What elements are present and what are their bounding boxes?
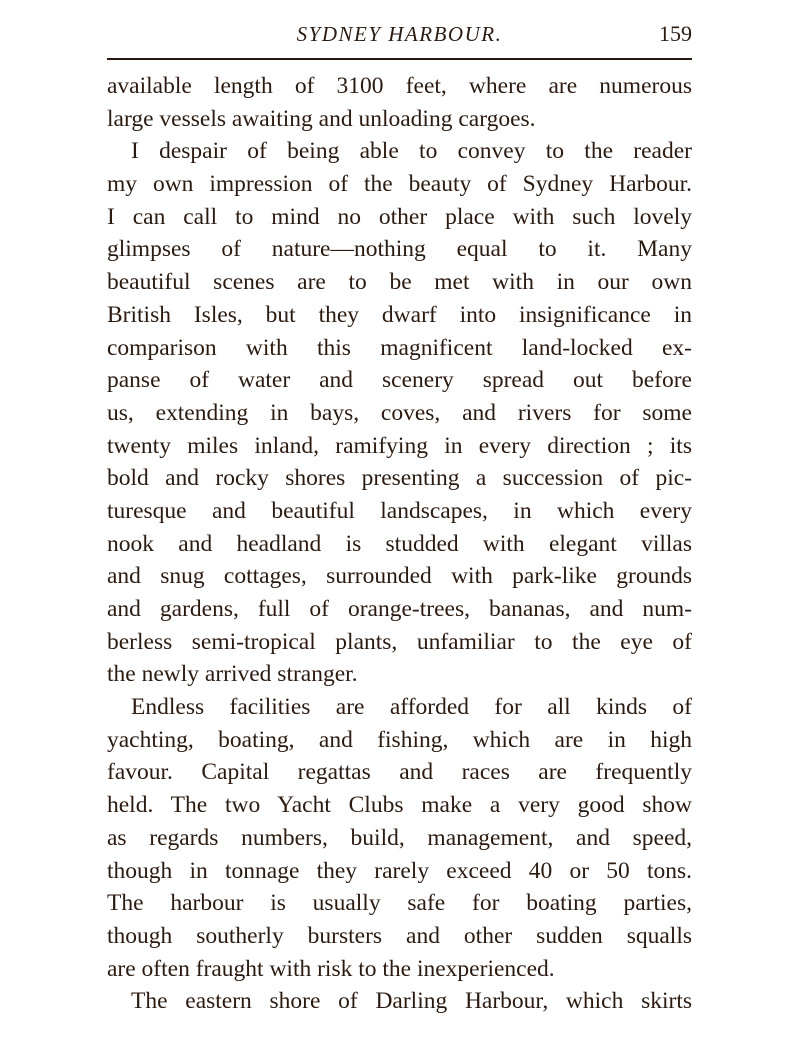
- paragraph: [107, 985, 692, 1018]
- text-line: though in tonnage they rarely exceed 40 or 50 tons.: [107, 857, 692, 884]
- text-line: and gardens, full of orange-trees, bananas, and num-: [107, 596, 692, 622]
- running-head: [107, 19, 692, 49]
- page-number: 159: [659, 21, 692, 46]
- text-line: beautiful scenes are to be met with in our own: [107, 269, 692, 296]
- text-line: nook and headland is studded with elegant villas: [107, 530, 692, 557]
- text-line: berless semi-tropical plants, unfamiliar to the eye of: [107, 628, 692, 655]
- text-line: comparison with this magnificent land-locked ex-: [107, 334, 692, 361]
- paragraph: [107, 70, 692, 135]
- text-line: British Isles, but they dwarf into insignificance in: [107, 301, 692, 328]
- text-line: as regards numbers, build, management, and speed,: [107, 824, 692, 851]
- text-line: the newly arrived stranger.: [107, 661, 358, 688]
- text-line: though southerly bursters and other sudden squalls: [107, 922, 692, 949]
- text-line: I can call to mind no other place with such lovely: [107, 203, 692, 230]
- text-line: panse of water and scenery spread out before: [107, 367, 692, 394]
- text-line: us, extending in bays, coves, and rivers for some: [107, 399, 692, 426]
- text-line: yachting, boating, and fishing, which are in high: [107, 726, 692, 753]
- text-line: are often fraught with risk to the inexperienced.: [107, 955, 555, 982]
- text-line: I despair of being able to convey to the reader: [131, 138, 692, 165]
- body-text: [107, 70, 692, 1018]
- text-line: available length of 3100 feet, where are numerous: [107, 73, 692, 99]
- text-line: The eastern shore of Darling Harbour, which skirts: [131, 988, 692, 1015]
- text-line: large vessels awaiting and unloading cargoes.: [107, 105, 536, 132]
- text-line: favour. Capital regattas and races are frequently: [107, 759, 692, 786]
- paragraph: [107, 691, 692, 985]
- text-line: glimpses of nature—nothing equal to it. Many: [107, 236, 692, 263]
- text-line: my own impression of the beauty of Sydney Harbour.: [107, 171, 692, 198]
- text-line: and snug cottages, surrounded with park-like grounds: [107, 563, 692, 590]
- text-line: held. The two Yacht Clubs make a very good show: [107, 792, 692, 819]
- text-line: twenty miles inland, ramifying in every direction ; its: [107, 432, 692, 459]
- text-line: turesque and beautiful landscapes, in which every: [107, 497, 692, 524]
- paragraph: [107, 135, 692, 691]
- header-rule: [107, 58, 692, 60]
- text-line: Endless facilities are afforded for all kinds of: [131, 694, 692, 721]
- text-line: The harbour is usually safe for boating parties,: [107, 890, 692, 917]
- text-line: bold and rocky shores presenting a succession of pic-: [107, 465, 692, 492]
- running-title: SYDNEY HARBOUR.: [296, 22, 503, 46]
